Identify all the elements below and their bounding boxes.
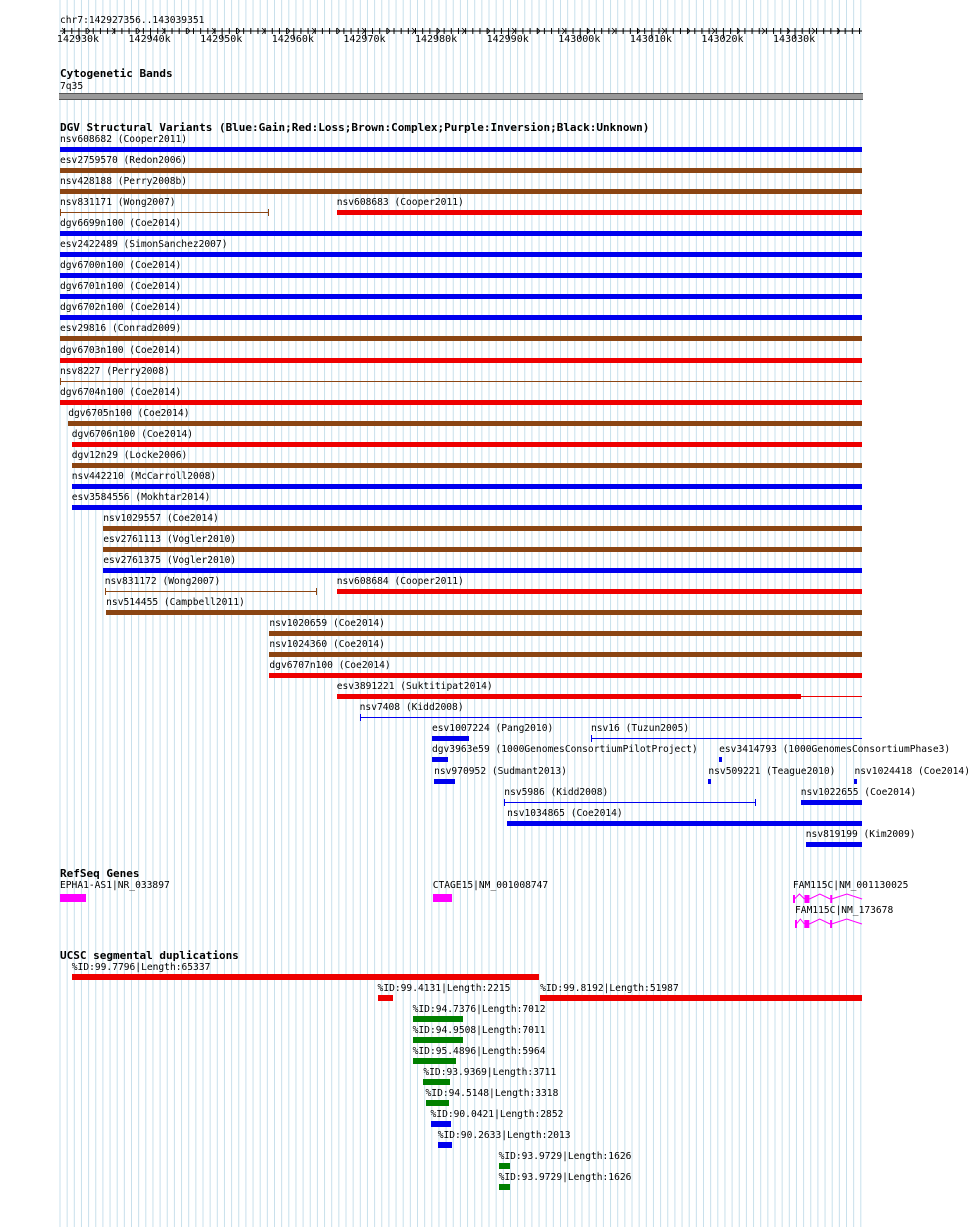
ruler-tick-label: 142990k xyxy=(486,34,529,45)
refseq-gene-exon xyxy=(830,920,832,928)
refseq-gene-exon xyxy=(804,895,809,903)
ruler-tick-label: 143000k xyxy=(558,34,601,45)
dgv-feature-bar[interactable] xyxy=(337,210,862,215)
dgv-feature-label: esv3891221 (Suktitipat2014) xyxy=(336,681,493,693)
segdup-feature-label: %ID:90.0421|Length:2852 xyxy=(430,1109,564,1120)
dgv-feature-label: esv3414793 (1000GenomesConsortiumPhase3) xyxy=(719,744,951,756)
segdup-feature-label: %ID:93.9369|Length:3711 xyxy=(423,1067,557,1078)
dgv-feature-bar[interactable] xyxy=(269,631,862,636)
refseq-gene-model[interactable] xyxy=(793,892,864,906)
dgv-feature-label: nsv7408 (Kidd2008) xyxy=(359,702,464,714)
refseq-gene-exon xyxy=(795,920,797,928)
ruler-tick-label: 142950k xyxy=(200,34,243,45)
dgv-feature-label: nsv970952 (Sudmant2013) xyxy=(434,765,567,777)
segdup-track-title: UCSC segmental duplications xyxy=(60,949,239,962)
segdup-feature-label: %ID:99.4131|Length:2215 xyxy=(377,983,511,994)
dgv-feature-bar[interactable] xyxy=(60,294,862,299)
segdup-feature-label: %ID:93.9729|Length:1626 xyxy=(498,1172,632,1183)
refseq-gene-exon xyxy=(804,920,809,928)
segdup-feature-bar[interactable] xyxy=(426,1100,450,1106)
dgv-feature-bar[interactable] xyxy=(60,315,862,320)
dgv-feature-label: nsv819199 (Kim2009) xyxy=(805,828,916,840)
dgv-feature-label: nsv608684 (Cooper2011) xyxy=(336,576,464,588)
dgv-feature-bar[interactable] xyxy=(72,463,862,468)
dgv-feature-bar[interactable] xyxy=(504,802,756,803)
ruler-tick-label: 142930k xyxy=(56,34,100,45)
segdup-feature-label: %ID:99.8192|Length:51987 xyxy=(540,983,679,994)
cytoband-track-title: Cytogenetic Bands xyxy=(60,67,173,80)
dgv-feature-end-cap xyxy=(105,588,106,595)
segdup-feature-bar[interactable] xyxy=(540,995,862,1001)
dgv-feature-label: nsv831171 (Wong2007) xyxy=(60,197,176,209)
dgv-feature-label: nsv514455 (Campbell2011) xyxy=(106,597,245,609)
segdup-feature-bar[interactable] xyxy=(413,1037,463,1043)
dgv-feature-bar[interactable] xyxy=(806,842,862,847)
refseq-gene-exon[interactable] xyxy=(60,894,86,902)
dgv-feature-label: nsv608682 (Cooper2011) xyxy=(60,134,188,145)
cytoband-label: 7q35 xyxy=(60,81,84,92)
cytoband-bar[interactable] xyxy=(59,93,863,100)
dgv-feature-label: dgv6707n100 (Coe2014) xyxy=(269,660,391,672)
dgv-feature-label: dgv6699n100 (Coe2014) xyxy=(60,218,182,230)
segdup-feature-bar[interactable] xyxy=(499,1163,510,1169)
ruler-tick-label: 143030k xyxy=(773,34,816,45)
dgv-feature-bar[interactable] xyxy=(60,400,862,405)
dgv-feature-bar[interactable] xyxy=(337,589,862,594)
dgv-feature-bar[interactable] xyxy=(106,610,862,615)
dgv-feature-bar[interactable] xyxy=(60,147,862,152)
dgv-feature-label: dgv6706n100 (Coe2014) xyxy=(71,428,194,440)
dgv-feature-bar[interactable] xyxy=(60,252,862,257)
dgv-feature-label: nsv509221 (Teague2010) xyxy=(708,765,836,777)
dgv-feature-bar[interactable] xyxy=(269,673,862,678)
dgv-feature-end-cap xyxy=(268,209,269,216)
dgv-feature-end-cap xyxy=(504,799,505,806)
dgv-feature-label: dgv6700n100 (Coe2014) xyxy=(60,260,182,272)
dgv-feature-label: nsv8227 (Perry2008) xyxy=(60,365,170,377)
ruler-tick-label: 142960k xyxy=(271,34,314,45)
dgv-feature-bar[interactable] xyxy=(72,442,862,447)
dgv-feature-label: nsv831172 (Wong2007) xyxy=(104,576,221,588)
segdup-feature-bar[interactable] xyxy=(72,974,540,980)
segdup-feature-label: %ID:93.9729|Length:1626 xyxy=(498,1151,632,1162)
dgv-feature-bar[interactable] xyxy=(60,212,269,213)
dgv-feature-label: esv29816 (Conrad2009) xyxy=(60,323,182,335)
dgv-feature-label: dgv6702n100 (Coe2014) xyxy=(60,302,182,314)
dgv-feature-bar[interactable] xyxy=(719,757,722,762)
dgv-feature-label: esv3584556 (Mokhtar2014) xyxy=(71,491,211,503)
segdup-feature-label: %ID:94.9508|Length:7011 xyxy=(412,1025,546,1036)
refseq-gene-model[interactable] xyxy=(795,917,864,931)
dgv-feature-label: nsv428188 (Perry2008b) xyxy=(60,176,188,188)
ruler-tick-label: 143020k xyxy=(701,34,744,45)
dgv-feature-label: dgv12n29 (Locke2006) xyxy=(71,449,188,461)
dgv-feature-bar[interactable] xyxy=(103,547,862,552)
dgv-feature-bar[interactable] xyxy=(60,336,862,341)
dgv-feature-label: nsv1024360 (Coe2014) xyxy=(269,639,385,651)
segdup-feature-label: %ID:95.4896|Length:5964 xyxy=(412,1046,546,1057)
ruler-tick-label: 142970k xyxy=(343,34,386,45)
dgv-feature-end-cap xyxy=(755,799,756,806)
dgv-feature-bar[interactable] xyxy=(60,381,862,382)
dgv-feature-label: dgv6703n100 (Coe2014) xyxy=(60,344,182,356)
dgv-feature-bar[interactable] xyxy=(72,505,862,510)
dgv-feature-bar[interactable] xyxy=(68,421,862,426)
dgv-feature-bar[interactable] xyxy=(507,821,862,826)
dgv-feature-bar[interactable] xyxy=(360,717,862,718)
refseq-gene-label: FAM115C|NM_173678 xyxy=(795,905,894,916)
dgv-feature-bar[interactable] xyxy=(801,696,862,697)
dgv-feature-bar[interactable] xyxy=(105,591,317,592)
segdup-feature-bar[interactable] xyxy=(413,1058,456,1064)
dgv-feature-bar[interactable] xyxy=(60,231,862,236)
dgv-feature-label: nsv16 (Tuzun2005) xyxy=(590,723,690,735)
dgv-feature-bar[interactable] xyxy=(60,189,862,194)
dgv-feature-bar[interactable] xyxy=(103,568,862,573)
refseq-track-title: RefSeq Genes xyxy=(60,867,140,880)
segdup-feature-bar[interactable] xyxy=(499,1184,510,1190)
dgv-feature-bar[interactable] xyxy=(60,168,862,173)
refseq-gene-exon xyxy=(830,895,832,903)
segdup-feature-bar[interactable] xyxy=(438,1142,452,1148)
ruler-coordinate-label: chr7:142927356..143039351 xyxy=(60,15,205,26)
dgv-feature-label: nsv1020659 (Coe2014) xyxy=(269,618,385,630)
dgv-feature-end-cap xyxy=(360,714,361,721)
segdup-feature-bar[interactable] xyxy=(378,995,394,1001)
dgv-feature-bar[interactable] xyxy=(269,652,862,657)
dgv-feature-label: nsv5986 (Kidd2008) xyxy=(504,786,609,798)
refseq-gene-exon xyxy=(793,895,795,903)
dgv-feature-bar[interactable] xyxy=(432,757,448,762)
segdup-feature-label: %ID:94.5148|Length:3318 xyxy=(425,1088,559,1099)
dgv-feature-bar[interactable] xyxy=(72,484,862,489)
dgv-feature-bar[interactable] xyxy=(801,800,862,805)
dgv-feature-label: nsv608683 (Cooper2011) xyxy=(336,197,464,209)
dgv-feature-bar[interactable] xyxy=(60,273,862,278)
dgv-feature-bar[interactable] xyxy=(103,526,862,531)
dgv-feature-label: nsv1022655 (Coe2014) xyxy=(800,786,917,798)
dgv-feature-label: esv2759570 (Redon2006) xyxy=(60,155,188,167)
dgv-feature-end-cap xyxy=(316,588,317,595)
refseq-gene-exon[interactable] xyxy=(433,894,452,902)
segdup-feature-bar[interactable] xyxy=(423,1079,449,1085)
dgv-feature-label: esv1007224 (Pang2010) xyxy=(431,723,554,735)
refseq-gene-label: FAM115C|NM_001130025 xyxy=(792,880,909,891)
dgv-feature-bar[interactable] xyxy=(60,358,862,363)
dgv-feature-end-cap xyxy=(60,209,61,216)
dgv-feature-label: dgv6701n100 (Coe2014) xyxy=(60,281,182,293)
dgv-feature-bar[interactable] xyxy=(432,736,469,741)
dgv-feature-label: nsv442210 (McCarroll2008) xyxy=(71,470,217,482)
dgv-feature-label: dgv6705n100 (Coe2014) xyxy=(68,407,190,419)
dgv-feature-label: dgv6704n100 (Coe2014) xyxy=(60,386,182,398)
dgv-feature-label: esv2761375 (Vogler2010) xyxy=(103,555,237,566)
ruler-tick-label: 142940k xyxy=(128,34,171,45)
segdup-feature-bar[interactable] xyxy=(413,1016,463,1022)
dgv-feature-label: nsv1024418 (Coe2014) xyxy=(854,765,970,777)
refseq-gene-label: EPHA1-AS1|NR_033897 xyxy=(60,880,170,891)
dgv-feature-bar[interactable] xyxy=(434,779,455,784)
dgv-feature-end-cap xyxy=(591,735,592,742)
dgv-track-title: DGV Structural Variants (Blue:Gain;Red:Loss;Brown:Complex;Purple:Inversion;Black:Unknown) xyxy=(60,121,650,134)
dgv-feature-bar[interactable] xyxy=(591,738,862,739)
dgv-feature-end-cap xyxy=(60,378,61,385)
dgv-feature-bar[interactable] xyxy=(708,779,711,784)
dgv-feature-label: esv2761113 (Vogler2010) xyxy=(103,533,237,545)
dgv-feature-label: nsv1034865 (Coe2014) xyxy=(507,807,623,819)
ruler-tick-label: 143010k xyxy=(629,34,672,45)
segdup-feature-label: %ID:94.7376|Length:7012 xyxy=(412,1004,546,1015)
segdup-feature-label: %ID:90.2633|Length:2013 xyxy=(437,1130,571,1141)
segdup-feature-bar[interactable] xyxy=(431,1121,452,1127)
refseq-gene-label: CTAGE15|NM_001008747 xyxy=(432,880,549,891)
dgv-feature-label: dgv3963e59 (1000GenomesConsortiumPilotProject) xyxy=(431,744,698,756)
dgv-feature-bar[interactable] xyxy=(854,779,857,784)
dgv-feature-label: nsv1029557 (Coe2014) xyxy=(103,512,219,524)
segdup-feature-label: %ID:99.7796|Length:65337 xyxy=(71,962,211,973)
dgv-feature-bar[interactable] xyxy=(337,694,801,699)
dgv-feature-label: esv2422489 (SimonSanchez2007) xyxy=(60,239,228,251)
ruler-tick-label: 142980k xyxy=(414,34,458,45)
